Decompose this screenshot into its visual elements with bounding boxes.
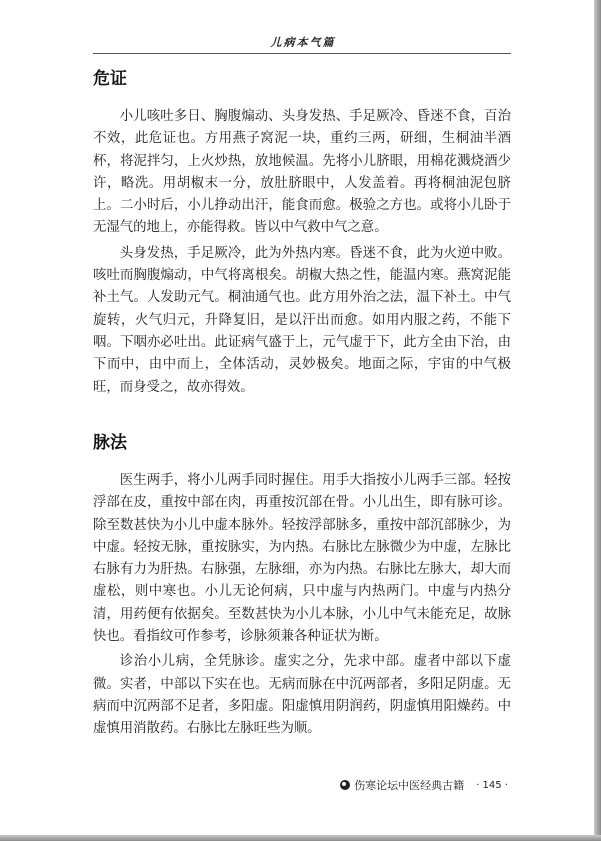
section-pulse-method [93,428,511,741]
page-edge-right [594,0,601,841]
page-number: · 145 · [476,779,508,791]
paragraph: 头身发热，手足厥冷，此为外热内寒。昏迷不食，此为火逆中败。咳吐而胸腹煽动，中气将离根矣。胡椒大热之性，能温内寒。燕窝泥能补土气。人发助元气。桐油通气也。此方用外治之法，温下补土。中气旋转，火气归元，升降复旧，是以汗出而愈。如用内服之药，不能下咽。下咽亦必吐出。此证病气盛于上，元气虚于下，此方全由下治，由下而中，由中而上，全体活动，灵妙极矣。地面之际，宇宙的中气极旺，而身受之，故亦得效。 [93,245,511,395]
header-rule [93,53,511,54]
paragraph: 医生两手，将小儿两手同时握住。用手大指按小儿两手三部。轻按浮部在皮，重按中部在肉，再重按沉部在骨。小儿出生，即有脉可诊。除至数甚快为小儿中虚本脉外。轻按浮部脉多，重按中部沉部脉少，为中虚。轻按无脉，重按脉实，为内热。右脉比左脉微少为中虚，左脉比右脉有力为肝热。右脉强，左脉细，亦为内热。右脉比左脉大，却大而虚松，则中寒也。小儿无论何病，只中虚与内热两门。中虚与内热分清，用药便有依据矣。至数甚快为小儿本脉，小儿中气未能充足，故脉快也。看指纹可作参考，诊脉须兼各种证状为断。 [93,473,511,645]
section-title: 危证 [93,69,127,89]
paragraph: 诊治小儿病，全凭脉诊。虚实之分，先求中部。虚者中部以下虚微。实者，中部以下实在也。无病而脉在中沉两部者，多阳足阴虚。无病而中沉两部不足者，多阳虚。阳虚慎用阴润药，阴虚慎用阳燥药。中虚慎用消散药。右脉比左脉旺些为顺。 [93,654,511,737]
footer-series: 伤寒论坛中医经典古籍 [354,779,465,792]
page-edge-bottom [0,835,601,841]
running-head: 儿病本气篇 [270,36,336,49]
logo-icon [340,780,350,790]
section-title: 脉法 [93,433,127,453]
paragraph: 小儿咳吐多日、胸腹煽动、头身发热、手足厥冷、昏迷不食，百治不效，此危证也。方用燕子窝泥一块，重约三两，研细，生桐油半酒杯，将泥拌匀，上火炒热，放地候温。先将小儿脐眼，用棉花溅烧酒少许，略洗。用胡椒末一分，放肚脐眼中，人发盖着。再将桐油泥包脐上。二小时后，小儿挣动出汗，能食而愈。极验之方也。或将小儿卧于无湿气的地上，亦能得救。皆以中气救中气之意。 [93,109,511,236]
page-footer [340,777,508,793]
section-critical-syndrome [93,64,511,399]
